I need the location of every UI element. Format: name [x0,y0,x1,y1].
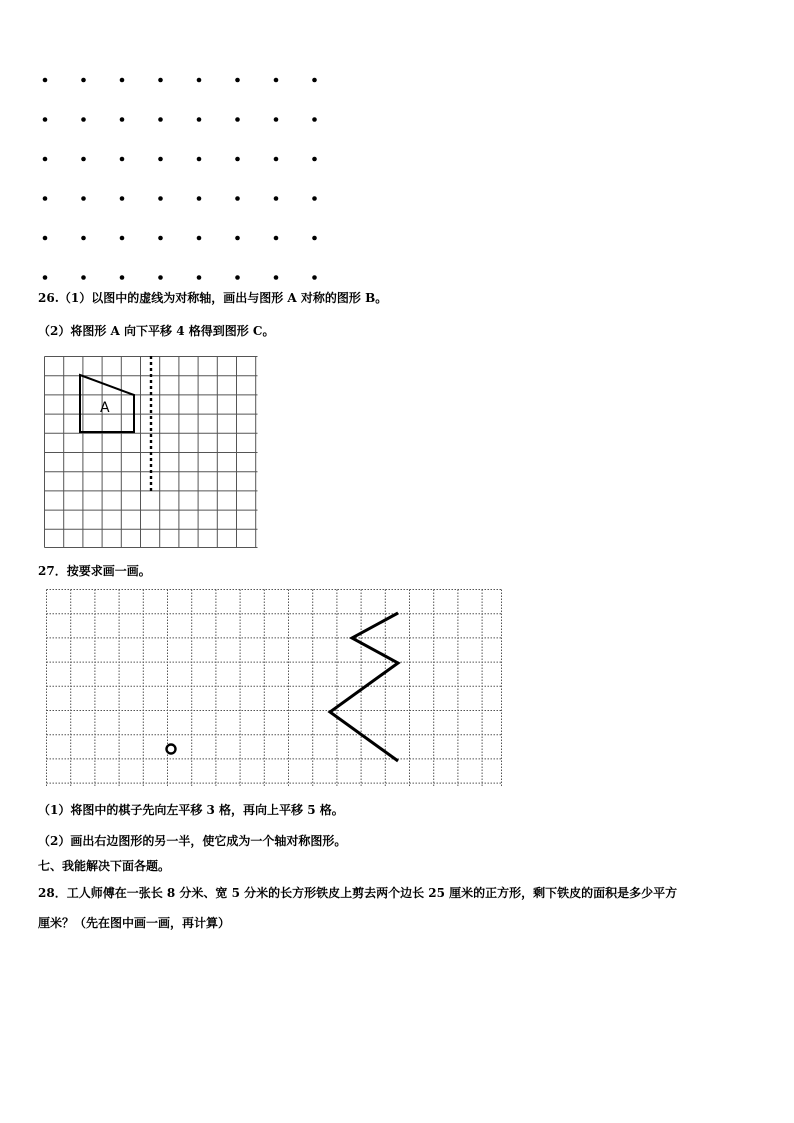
lattice-dot [120,236,125,241]
lattice-dot [158,78,163,83]
lattice-dot [43,157,48,162]
q26-instruction-1: 26.（1）以图中的虚线为对称轴，画出与图形 A 对称的图形 B。 [38,291,388,305]
lattice-dot [235,78,240,83]
lattice-dot [81,117,86,122]
lattice-dot [197,236,202,241]
lattice-dot [274,236,279,241]
lattice-dot [81,275,86,280]
lattice-dot [312,117,317,122]
lattice-dot [43,236,48,241]
lattice-dot [158,275,163,280]
section-7-heading: 七、我能解决下面各题。 [38,859,171,873]
lattice-dot [81,157,86,162]
lattice-dot [235,236,240,241]
lattice-dot [81,236,86,241]
q27-title: 27．按要求画一画。 [38,564,151,578]
lattice-dot [158,157,163,162]
lattice-dot [197,117,202,122]
lattice-dot [81,78,86,83]
lattice-dot [158,236,163,241]
zigzag-figure [330,613,398,761]
lattice-dot [235,157,240,162]
lattice-dot [274,275,279,280]
q28-text-2: 厘米？（先在图中画一画，再计算） [38,916,231,930]
lattice-dot [312,78,317,83]
lattice-dot [274,117,279,122]
lattice-dot [312,236,317,241]
q26-instruction-2: （2）将图形 A 向下平移 4 格得到图形 C。 [38,324,275,338]
q28-text-1: 28．工人师傅在一张长 8 分米、宽 5 分米的长方形铁皮上剪去两个边长 25 厘米的正方形，剩下铁皮的面积是多少平方 [38,886,678,900]
lattice-dot [120,196,125,201]
lattice-dot [312,157,317,162]
lattice-dot [197,196,202,201]
lattice-dot [235,117,240,122]
lattice-dot [235,275,240,280]
chess-piece[interactable] [167,745,176,754]
lattice-dot [312,275,317,280]
lattice-dot [274,157,279,162]
lattice-dot [43,196,48,201]
q27-grid-lines [47,590,502,787]
lattice-dot [43,78,48,83]
lattice-dot [120,78,125,83]
lattice-dot [197,78,202,83]
lattice-dot [43,275,48,280]
lattice-dot [120,157,125,162]
lattice-dot [120,275,125,280]
lattice-dot [120,117,125,122]
dot-grid [0,0,794,300]
lattice-dot [312,196,317,201]
q27-dotted-grid[interactable] [46,589,502,787]
lattice-dot [81,196,86,201]
lattice-dot [274,196,279,201]
q27-step-2: （2）画出右边图形的另一半，使它成为一个轴对称图形。 [38,834,347,848]
lattice-dot [235,196,240,201]
lattice-dot [274,78,279,83]
lattice-dot [158,117,163,122]
q27-step-1: （1）将图中的棋子先向左平移 3 格，再向上平移 5 格。 [38,803,344,817]
lattice-dot [197,275,202,280]
lattice-dot [197,157,202,162]
lattice-dot [158,196,163,201]
shape-a-label: A [100,400,110,416]
lattice-dot [43,117,48,122]
q26-square-grid[interactable] [44,356,258,548]
